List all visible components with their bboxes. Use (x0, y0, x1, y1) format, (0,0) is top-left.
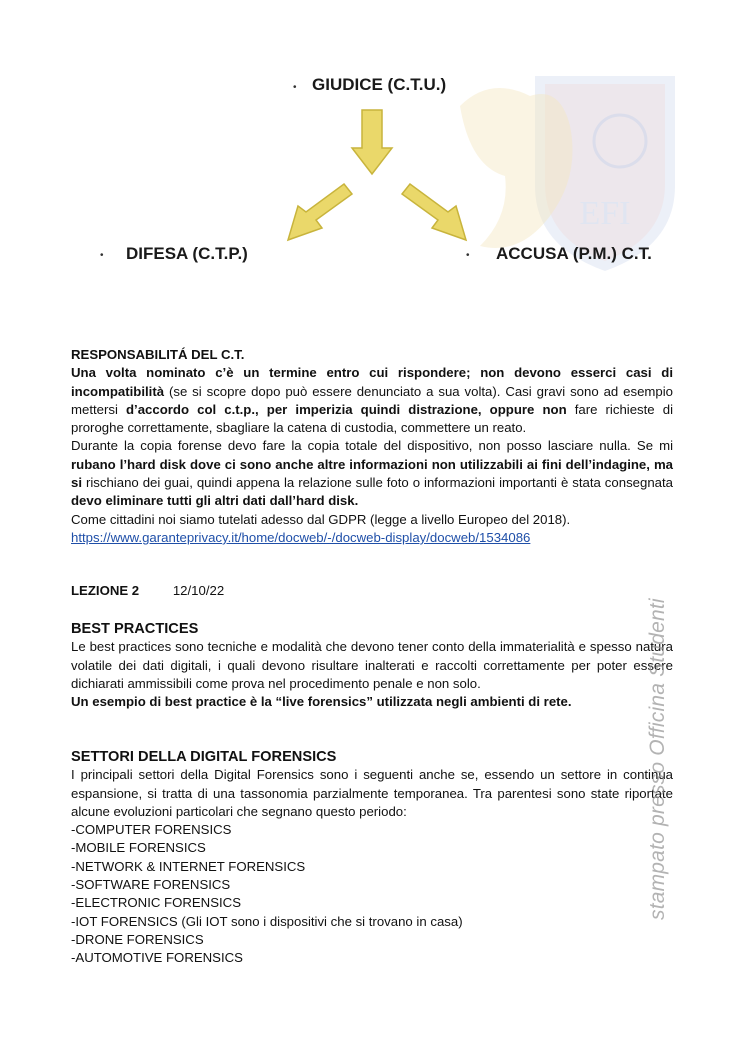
list-item: -ELECTRONIC FORENSICS (71, 895, 241, 911)
paragraph: Le best practices sono tecniche e modalità che devono tener conto della immaterialità e spesso natura volatile dei dati digitali, i quali devono risultare inalterati e raccolti correttamente per poter essere dichiarati ammissibili come prova nel procedimento penale e non solo. (71, 639, 673, 691)
sectors-list (71, 821, 673, 967)
diagram (0, 0, 744, 300)
watermark-text: stampato presso Officina Studenti (646, 598, 669, 920)
node-accusa: ACCUSA (P.M.) C.T. (496, 244, 652, 263)
section-best-practices (71, 620, 673, 711)
lesson-date: 12/10/22 (172, 583, 225, 598)
list-item: -AUTOMOTIVE FORENSICS (71, 950, 243, 966)
section-settori (71, 748, 673, 968)
arrow-down-icon (350, 108, 394, 176)
list-item: -NETWORK & INTERNET FORENSICS (71, 858, 306, 874)
bullet: • (466, 250, 470, 261)
list-item: -COMPUTER FORENSICS (71, 822, 232, 838)
garante-privacy-link[interactable]: https://www.garanteprivacy.it/home/docweb/-/docweb-display/docweb/1534086 (71, 529, 531, 545)
section-responsabilita (71, 346, 673, 547)
lesson-label: LEZIONE 2 (71, 583, 140, 598)
arrow-down-left-icon (282, 180, 354, 244)
section-title: SETTORI DELLA DIGITAL FORENSICS (71, 749, 337, 765)
list-item: -MOBILE FORENSICS (71, 840, 206, 856)
section-title: BEST PRACTICES (71, 621, 199, 637)
node-giudice: GIUDICE (C.T.U.) (312, 75, 447, 94)
watermark-logo-text: EFI (579, 195, 631, 232)
paragraph: I principali settori della Digital Forensics sono i seguenti anche se, essendo un settore in continua espansione, si tratta di una tassonomia parzialmente temporanea. Tra parentesi sono state riportate alcune evoluzioni particolari che segnano questo periodo: (71, 767, 673, 819)
bullet: • (100, 250, 104, 261)
lesson-header (71, 583, 224, 598)
paragraph: Durante la copia forense devo fare la copia totale del dispositivo, non posso lasciare nulla. Se mi rubano l’hard disk dove ci sono anche altre informazioni non utilizzabili ai fini dell’indagine, ma si rischiano dei guai, quindi appena la relazione sulle foto o informazioni importanti è stata consegnata devo eliminare tutti gli altri dati dall’hard disk. (71, 438, 673, 509)
paragraph: Come cittadini noi siamo tutelati adesso dal GDPR (legge a livello Europeo del 2018). (71, 511, 571, 527)
node-difesa: DIFESA (C.T.P.) (126, 244, 248, 263)
bullet: • (293, 82, 297, 93)
list-item: -IOT FORENSICS (Gli IOT sono i dispositivi che si trovano in casa) (71, 913, 463, 929)
paragraph: Una volta nominato c’è un termine entro cui rispondere; non devono esserci casi di incompatibilità (se si scopre dopo può essere denunciato a sua volta). Casi gravi sono ad esempio mettersi d’accordo col c.t.p., per imperizia quindi distrazione, oppure non fare richieste di proroghe correttamente, sbagliare la catena di custodia, commettere un reato. (71, 365, 673, 436)
paragraph: Un esempio di best practice è la “live forensics” utilizzata negli ambienti di rete. (71, 694, 572, 710)
section-title: RESPONSABILITÁ DEL C.T. (71, 347, 245, 362)
list-item: -DRONE FORENSICS (71, 931, 204, 947)
list-item: -SOFTWARE FORENSICS (71, 877, 231, 893)
arrow-down-right-icon (400, 180, 472, 244)
